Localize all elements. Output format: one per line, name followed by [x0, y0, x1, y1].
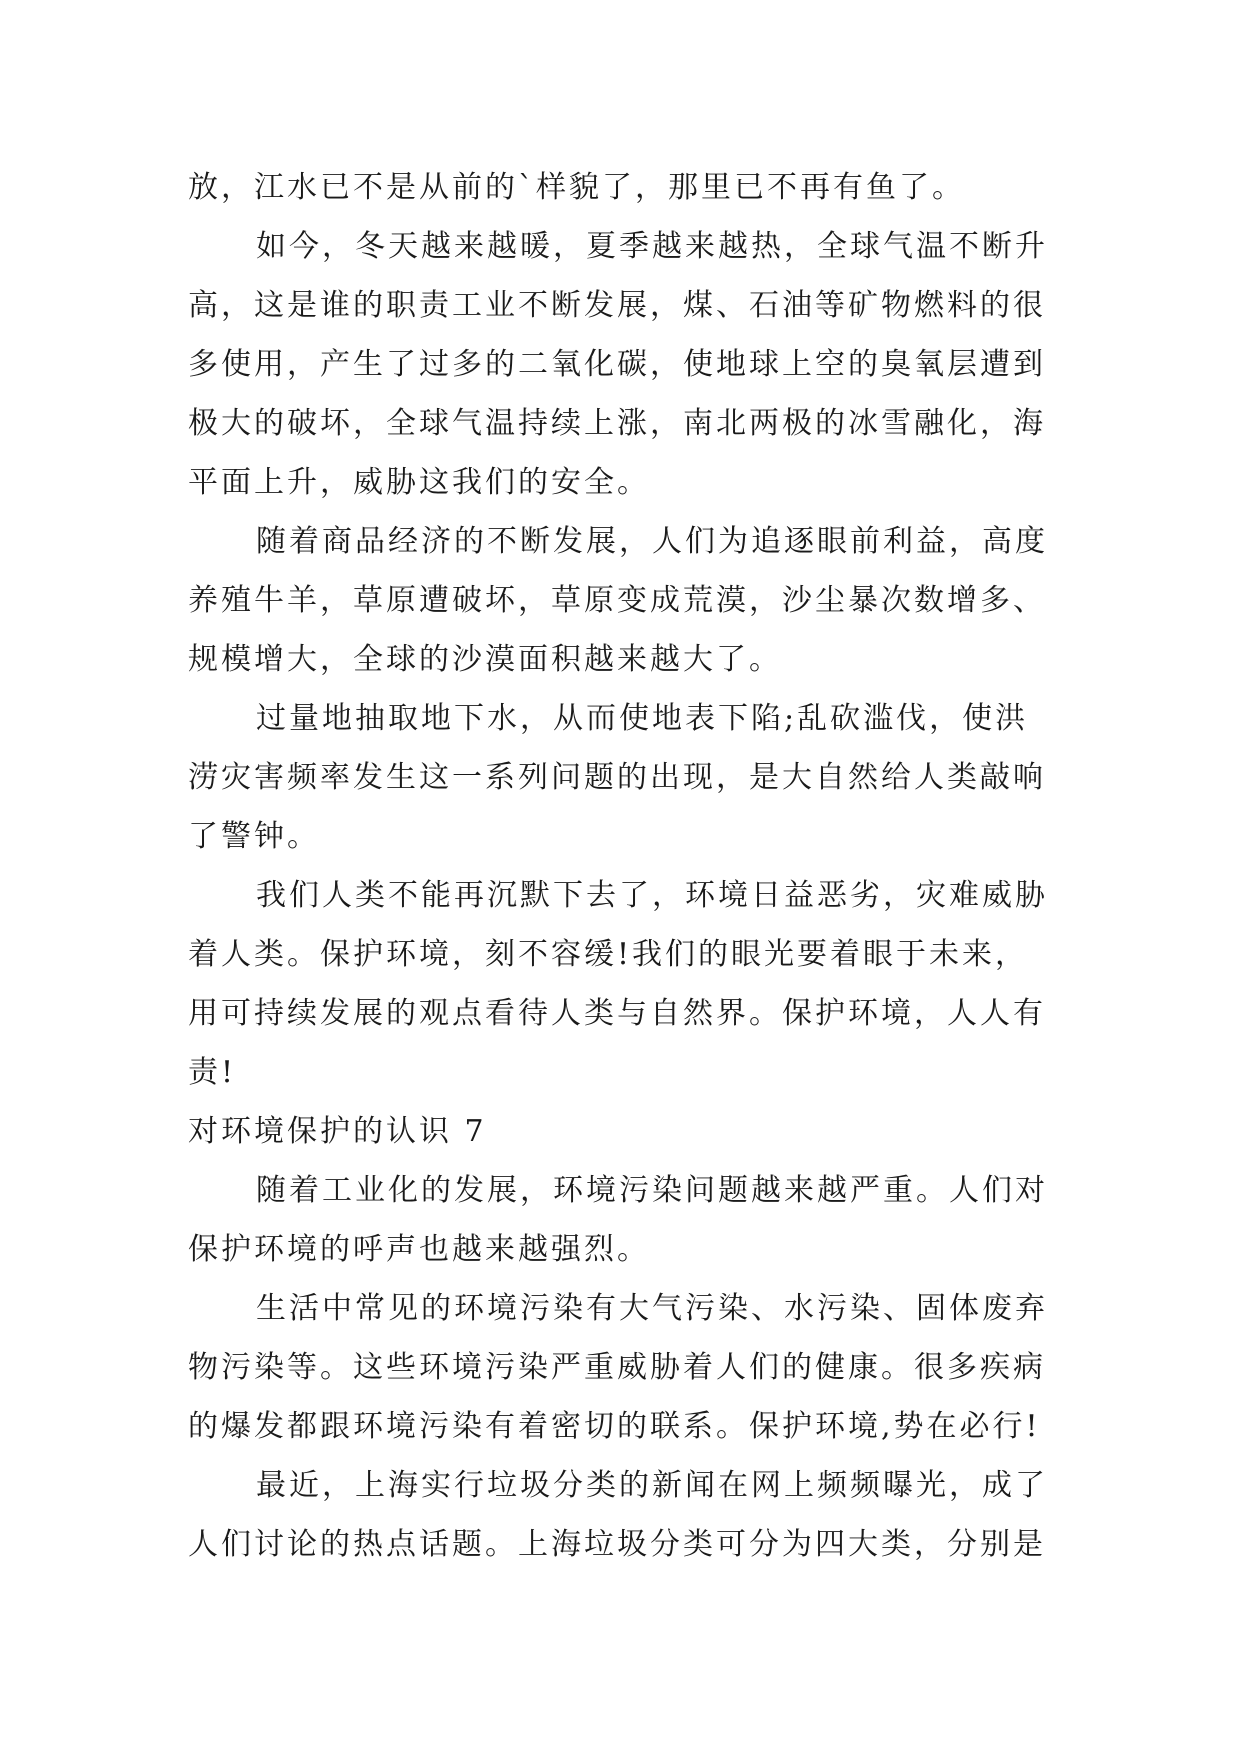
text-line: 极大的破坏，全球气温持续上涨，南北两极的冰雪融化，海 [188, 406, 1046, 441]
text-line: 随着商品经济的不断发展，人们为追逐眼前利益，高度 [256, 524, 1048, 559]
text-line: 如今，冬天越来越暖，夏季越来越热，全球气温不断升 [256, 229, 1048, 264]
section-heading: 对环境保护的认识 7 [188, 1114, 487, 1149]
text-line: 涝灾害频率发生这一系列问题的出现，是大自然给人类敲响 [188, 760, 1046, 795]
text-line: 最近，上海实行垃圾分类的新闻在网上频频曝光，成了 [256, 1468, 1048, 1503]
text-line: 生活中常见的环境污染有大气污染、水污染、固体废弃 [256, 1291, 1048, 1326]
text-line: 过量地抽取地下水，从而使地表下陷;乱砍滥伐，使洪 [256, 701, 1029, 736]
text-line: 养殖牛羊，草原遭破坏，草原变成荒漠，沙尘暴次数增多、 [188, 583, 1046, 618]
text-line: 物污染等。这些环境污染严重威胁着人们的健康。很多疾病 [188, 1350, 1046, 1385]
text-line: 规模增大，全球的沙漠面积越来越大了。 [188, 642, 782, 677]
text-line: 用可持续发展的观点看待人类与自然界。保护环境，人人有 [188, 996, 1046, 1031]
text-line: 平面上升，威胁这我们的安全。 [188, 465, 650, 500]
text-line: 责! [188, 1055, 237, 1090]
text-line: 多使用，产生了过多的二氧化碳，使地球上空的臭氧层遭到 [188, 347, 1046, 382]
text-line: 着人类。保护环境，刻不容缓!我们的眼光要着眼于未来， [188, 937, 1029, 972]
text-line: 随着工业化的发展，环境污染问题越来越严重。人们对 [256, 1173, 1048, 1208]
text-line: 我们人类不能再沉默下去了，环境日益恶劣，灾难威胁 [256, 878, 1048, 913]
text-line: 的爆发都跟环境污染有着密切的联系。保护环境,势在必行! [188, 1409, 1041, 1444]
document-body [188, 158, 1068, 1574]
text-line: 高，这是谁的职责工业不断发展，煤、石油等矿物燃料的很 [188, 288, 1046, 323]
text-line: 保护环境的呼声也越来越强烈。 [188, 1232, 650, 1267]
text-line: 了警钟。 [188, 819, 320, 854]
text-line: 放，江水已不是从前的`样貌了，那里已不再有鱼了。 [188, 170, 965, 205]
text-line: 人们讨论的热点话题。上海垃圾分类可分为四大类，分别是 [188, 1527, 1046, 1562]
